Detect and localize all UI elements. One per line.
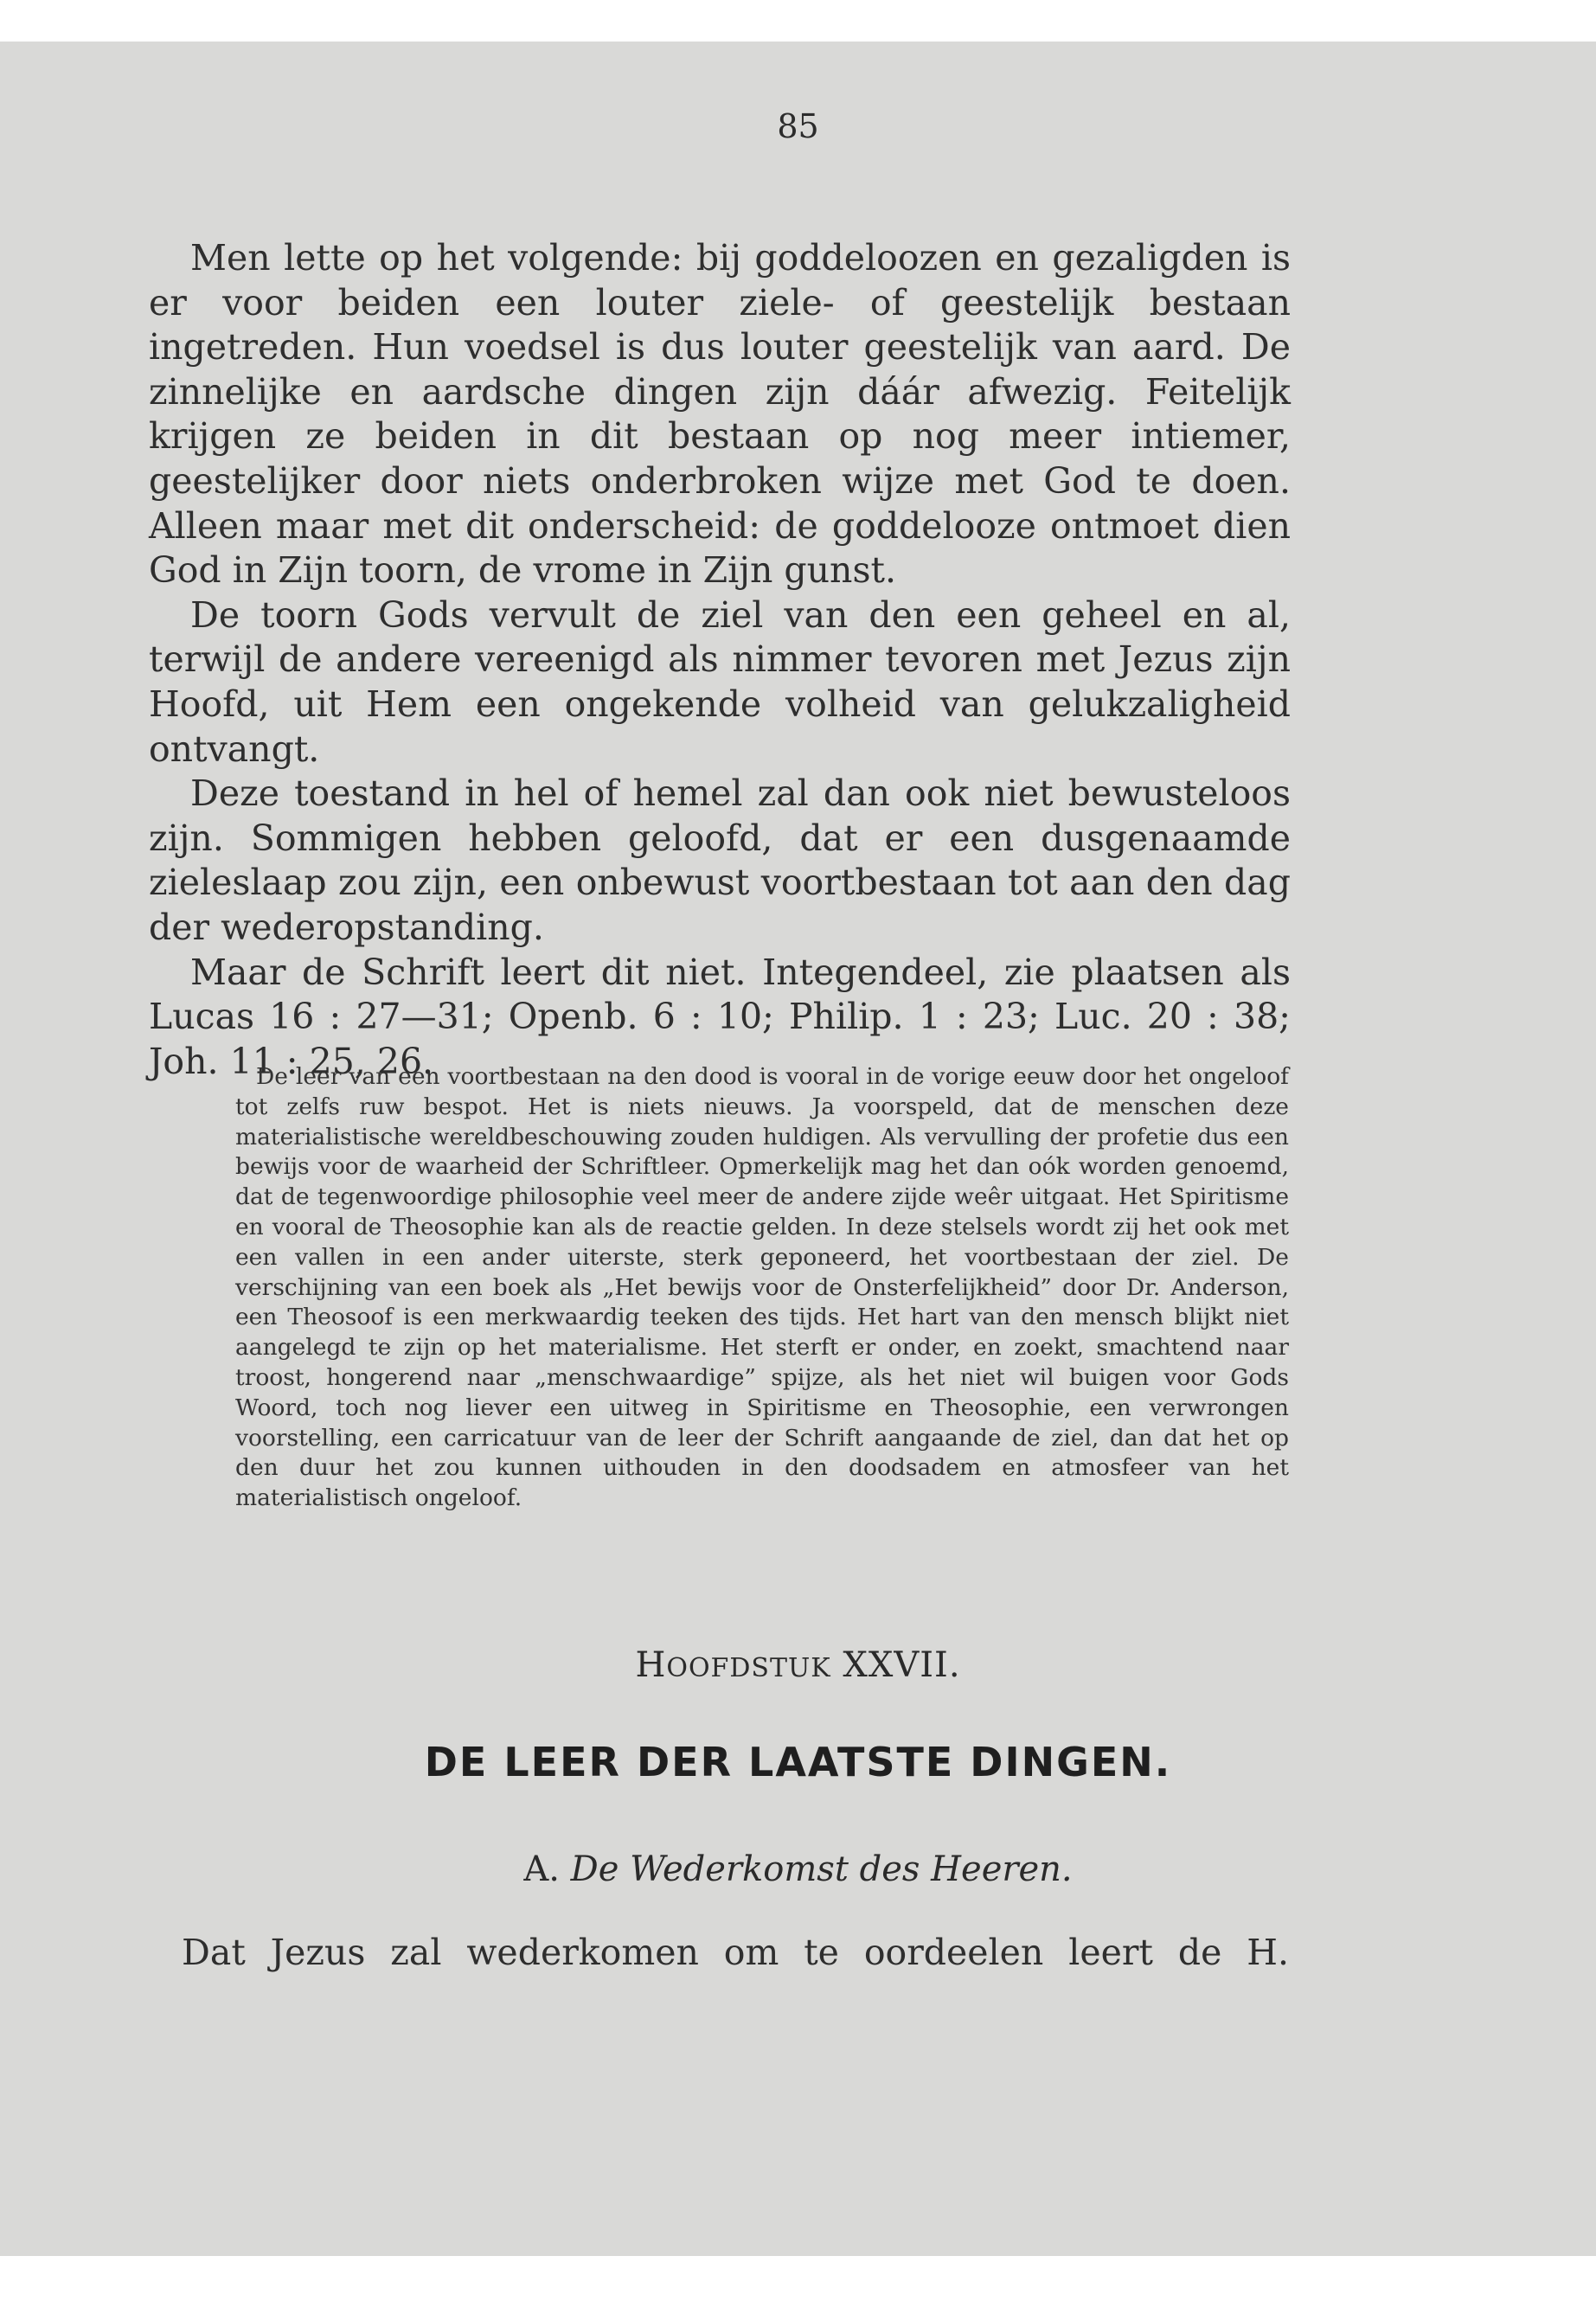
chapter-title: DE LEER DER LAATSTE DINGEN. <box>424 1739 1172 1785</box>
section-title <box>0 1849 1596 1889</box>
final-line: Dat Jezus zal wederkomen om te oordeelen leert de H. <box>182 1932 1289 1973</box>
paragraph-3: Deze toestand in hel of hemel zal dan ook niet bewusteloos zijn. Sommigen hebben geloofd, dat er een dusgenaamde zieleslaap zou zijn, een onbewust voortbestaan tot aan den dag der wederopstanding. <box>149 772 1291 948</box>
chapter-number: XXVII. <box>843 1645 961 1685</box>
section-name: De Wederkomst des Heeren. <box>570 1849 1073 1889</box>
chapter-label <box>0 1645 1596 1685</box>
paragraph-1: Men lette op het volgende: bij goddeloozen en gezaligden is er voor beiden een louter ziele- of geestelijk bestaan ingetreden. Hun voedsel is dus louter geestelijk van aard. De zinnelijke en aardsche dingen zijn dáár afwezig. Feitelijk krijgen ze beiden in dit bestaan op nog meer intiemer, geestelijker door niets onderbroken wijze met God te doen. Alleen maar met dit onderscheid: de goddelooze ontmoet dien God in Zijn toorn, de vrome in Zijn gunst. <box>149 237 1291 592</box>
chapter-label-smallcaps: OOFDSTUK <box>666 1653 831 1683</box>
paragraph-4: Maar de Schrift leert dit niet. Integendeel, zie plaatsen als Lucas 16 : 27—31; Openb. 6 : 10; Philip. 1 : 23; Luc. 20 : 38; Joh. 11 : 25, 26. <box>149 951 1291 1082</box>
paragraph-2: De toorn Gods vervult de ziel van den een geheel en al, terwijl de andere vereenigd als nimmer tevoren met Jezus zijn Hoofd, uit Hem een ongekende volheid van gelukzaligheid ontvangt. <box>149 593 1291 770</box>
page-number: 85 <box>777 107 819 145</box>
section-letter: A. <box>523 1849 560 1889</box>
main-text <box>149 236 1291 1084</box>
chapter-label-initial: H <box>635 1645 667 1685</box>
footnote: De leer van een voortbestaan na den dood is vooral in de vorige eeuw door het ongeloof tot zelfs ruw bespot. Het is niets nieuws. Ja voorspeld, dat de menschen deze materialistische wereldbeschouwing zouden huldigen. Als vervulling der profetie dus een bewijs voor de waarheid der Schriftleer. Opmerkelijk mag het dan oók worden genoemd, dat de tegenwoordige philosophie veel meer de andere zijde weêr uitgaat. Het Spiritisme en vooral de Theosophie kan als de reactie gelden. In deze stelsels wordt zij het ook met een vallen in een ander uiterste, sterk geponeerd, het voortbestaan der ziel. De verschijning van een boek als „Het bewijs voor de Onsterfelijkheid” door Dr. Anderson, een Theosoof is een merkwaardig teeken des tijds. Het hart van den mensch blijkt niet aangelegd te zijn op het materialisme. Het sterft er onder, en zoekt, smachtend naar troost, hongerend naar „menschwaardige” spijze, als het niet wil buigen voor Gods Woord, toch nog liever een uitweg in Spiritisme en Theosophie, een verwrongen voorstelling, een carricatuur van de leer der Schrift aangaande de ziel, dan dat het op den duur het zou kunnen uithouden in den doodsadem en atmosfeer van het materialistisch ongeloof. <box>235 1063 1289 1512</box>
